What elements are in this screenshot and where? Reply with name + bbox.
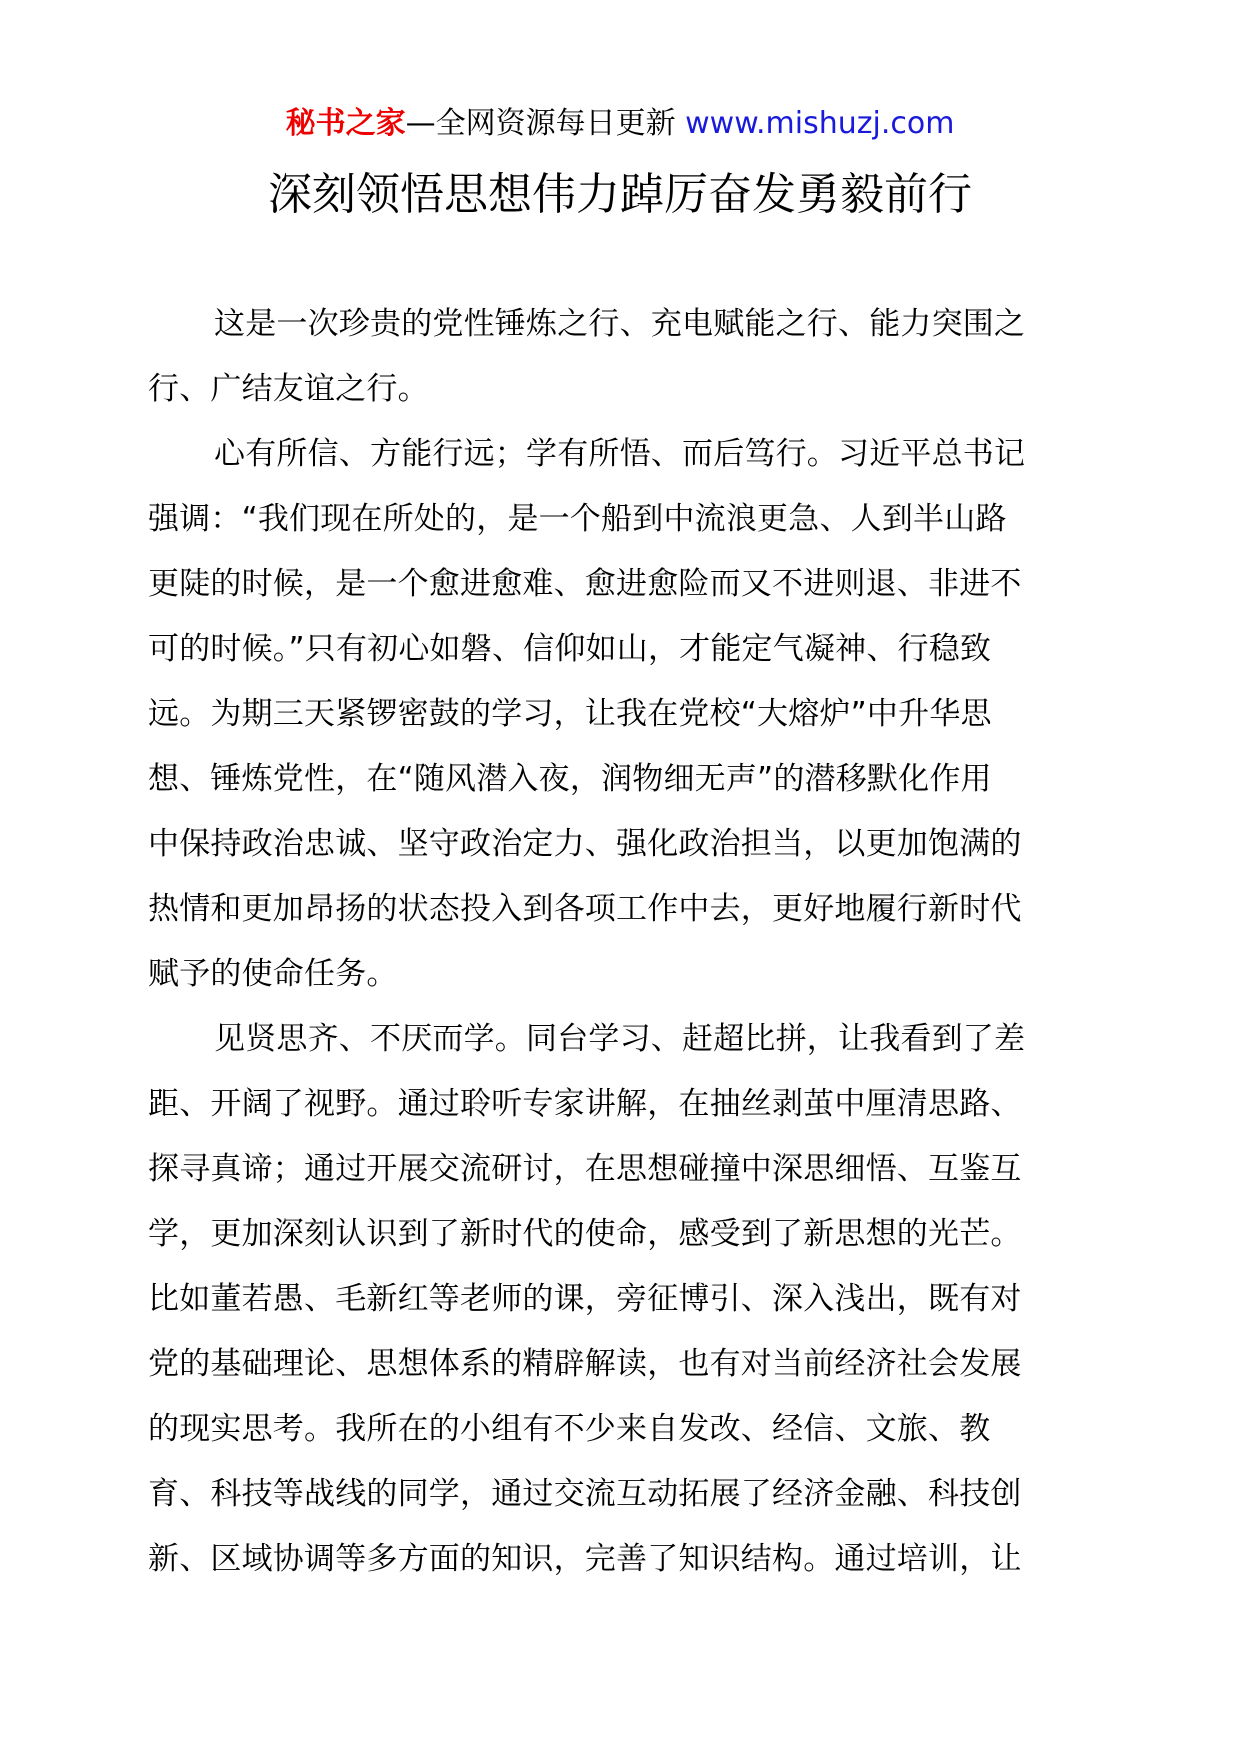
document-body xyxy=(148,292,1096,1592)
text-line: 新、区域协调等多方面的知识，完善了知识结构。通过培训，让 xyxy=(148,1541,1022,1577)
text-line: 学，更加深刻认识到了新时代的使命，感受到了新思想的光芒。 xyxy=(148,1216,1022,1252)
text-line: 更陡的时候，是一个愈进愈难、愈进愈险而又不进则退、非进不 xyxy=(148,566,1022,602)
text-line: 强调：“我们现在所处的，是一个船到中流浪更急、人到半山路 xyxy=(148,501,1007,537)
text-line: 这是一次珍贵的党性锤炼之行、充电赋能之行、能力突围之 xyxy=(214,306,1026,342)
site-header xyxy=(0,100,1240,148)
text-line: 可的时候。”只有初心如磐、信仰如山，才能定气凝神、行稳致 xyxy=(148,631,992,667)
text-line: 的现实思考。我所在的小组有不少来自发改、经信、文旅、教 xyxy=(148,1411,991,1447)
text-line: 党的基础理论、思想体系的精辟解读，也有对当前经济社会发展 xyxy=(148,1346,1022,1382)
document-title: 深刻领悟思想伟力踔厉奋发勇毅前行 xyxy=(268,169,972,220)
text-line: 行、广结友谊之行。 xyxy=(148,371,429,407)
text-line: 见贤思齐、不厌而学。同台学习、赶超比拼，让我看到了差 xyxy=(214,1021,1026,1057)
text-line: 距、开阔了视野。通过聆听专家讲解，在抽丝剥茧中厘清思路、 xyxy=(148,1086,1022,1122)
site-url-link[interactable]: www.mishuzj.com xyxy=(685,106,955,141)
text-line: 比如董若愚、毛新红等老师的课，旁征博引、深入浅出，既有对 xyxy=(148,1281,1022,1317)
text-line: 热情和更加昂扬的状态投入到各项工作中去，更好地履行新时代 xyxy=(148,891,1022,927)
text-line: 想、锤炼党性，在“随风潜入夜，润物细无声”的潜移默化作用 xyxy=(148,761,992,797)
text-line: 中保持政治忠诚、坚守政治定力、强化政治担当，以更加饱满的 xyxy=(148,826,1022,862)
text-line: 赋予的使命任务。 xyxy=(148,956,398,992)
text-line: 心有所信、方能行远；学有所悟、而后笃行。习近平总书记 xyxy=(214,436,1026,472)
brand-name: 秘书之家 xyxy=(285,106,406,141)
text-line: 育、科技等战线的同学，通过交流互动拓展了经济金融、科技创 xyxy=(148,1476,1022,1512)
text-line: 探寻真谛；通过开展交流研讨，在思想碰撞中深思细悟、互鉴互 xyxy=(148,1151,1022,1187)
header-tagline: —全网资源每日更新 xyxy=(405,106,676,141)
text-line: 远。为期三天紧锣密鼓的学习，让我在党校“大熔炉”中升华思 xyxy=(148,696,992,732)
